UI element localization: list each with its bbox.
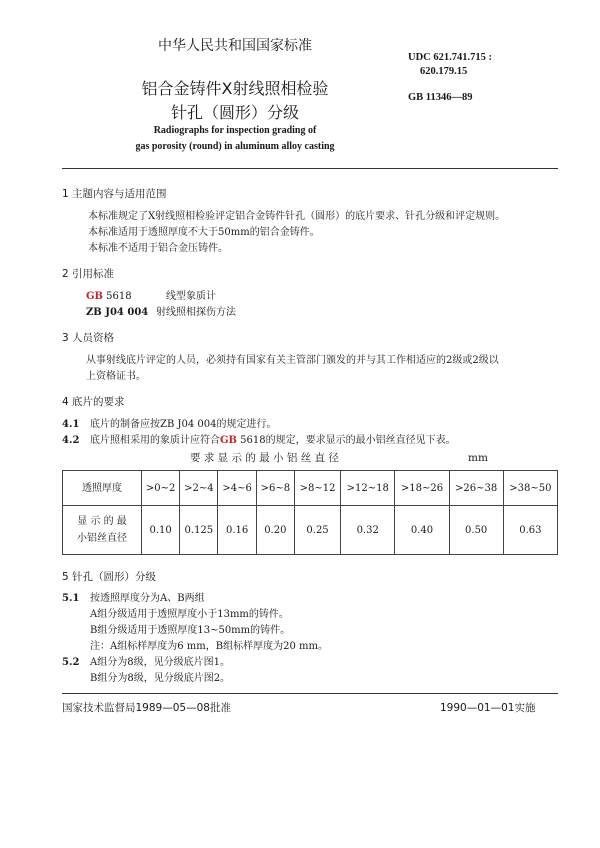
table-cell: >38~50: [503, 471, 557, 506]
reference-number: 5618: [103, 291, 132, 302]
table-cell: 0.10: [142, 506, 180, 555]
approval-line: 国家技术监督局1989—05—08批准: [62, 702, 231, 714]
table-cell: >2~4: [180, 471, 218, 506]
section-2-heading: 2 引用标准: [62, 268, 115, 280]
gb-standard-number: GB 11346—89: [408, 92, 473, 103]
table-cell: 0.40: [395, 506, 449, 555]
section-3-heading: 3 人员资格: [62, 332, 115, 344]
table-cell: 0.16: [218, 506, 256, 555]
table-cell: >4~6: [218, 471, 256, 506]
section-1-heading: 1 主题内容与适用范围: [62, 188, 167, 200]
section-3-paragraph-1: 从事射线底片评定的人员，必须持有国家有关主管部门颁发的并与其工作相适应的2级或2级以: [86, 355, 499, 366]
table-header-diameter: [63, 506, 142, 555]
clause-5-1-text: 按透照厚度分为A、B两组: [90, 593, 205, 604]
footer-divider: [62, 693, 558, 694]
reference-title-2: 射线照相探伤方法: [156, 307, 236, 318]
table-cell: >12~18: [341, 471, 395, 506]
table-cell: 0.20: [256, 506, 294, 555]
clause-5-2-number: 5.2: [62, 657, 80, 668]
table-cell: 0.50: [449, 506, 503, 555]
table-cell: 0.125: [180, 506, 218, 555]
gb-prefix: GB: [86, 291, 103, 302]
title-cn-line2: 针孔（圆形）分级: [170, 103, 299, 122]
clause-4-2-text: [90, 433, 456, 448]
reference-title-1: 线型象质计: [166, 291, 216, 302]
section-1-paragraph-3: 本标准不适用于铝合金压铸件。: [88, 243, 228, 254]
table-caption: 要 求 显 示 的 最 小 铝 丝 直 径: [190, 452, 339, 464]
table-cell: >6~8: [256, 471, 294, 506]
table-cell: >0~2: [142, 471, 180, 506]
udc-code-line2: 620.179.15: [420, 66, 468, 77]
clause-4-1-text: 底片的制备应按ZB J04 004的规定进行。: [90, 419, 277, 430]
section-1-paragraph-2: 本标准适用于透照厚度不大于50mm的铝合金铸件。: [88, 227, 320, 238]
effective-date: 1990—01—01实施: [440, 702, 536, 714]
table-cell: 0.25: [294, 506, 340, 555]
section-4-heading: 4 底片的要求: [62, 396, 125, 408]
national-standard-title: 中华人民共和国国家标准: [158, 38, 312, 54]
table-cell: 0.63: [503, 506, 557, 555]
table-row-diameter: [63, 506, 558, 555]
note-text: 注：A组标样厚度为6 mm，B组标样厚度为20 mm。: [90, 641, 328, 652]
table-header-thickness: 透照厚度: [63, 471, 142, 506]
clause-5-2-a: A组分为8级，见分级底片图1。: [90, 657, 230, 668]
clause-5-1-number: 5.1: [62, 593, 80, 604]
reference-zb-code: ZB J04 004: [86, 307, 149, 318]
section-3-paragraph-2: 上资格证书。: [86, 371, 146, 382]
title-en-line1: Radiographs for inspection grading of: [153, 125, 317, 136]
header-line-1: 显 示 的 最: [77, 516, 127, 527]
udc-code-line1: UDC 621.741.715 :: [408, 52, 492, 63]
aluminum-wire-table: [62, 470, 558, 555]
clause-4-2-number: 4.2: [62, 435, 80, 446]
title-cn-line1: 铝合金铸件X射线照相检验: [141, 79, 329, 98]
a-group-text: A组分级适用于透照厚度小于13mm的铸件。: [90, 609, 289, 620]
table-cell: >18~26: [395, 471, 449, 506]
table-cell: 0.32: [341, 506, 395, 555]
clause-4-2-post: 5618的规定，要求显示的最小铝丝直径见下表。: [237, 435, 456, 446]
table-cell: >8~12: [294, 471, 340, 506]
table-row-thickness: [63, 471, 558, 506]
clause-4-2-pre: 底片照相采用的象质计应符合: [90, 435, 220, 446]
title-en-line2: gas porosity (round) in aluminum alloy casting: [135, 141, 335, 152]
header-divider: [62, 168, 558, 169]
reference-gb-5618: [86, 289, 132, 304]
section-1-paragraph-1: 本标准规定了X射线照相检验评定铝合金铸件针孔（圆形）的底片要求、针孔分级和评定规则。: [88, 211, 506, 222]
b-group-text: B组分级适用于透照厚度13~50mm的铸件。: [90, 625, 291, 636]
header-line-2: 小铝丝直径: [77, 533, 127, 544]
clause-4-1-number: 4.1: [62, 419, 80, 430]
section-5-heading: 5 针孔（圆形）分级: [62, 571, 157, 583]
gb-prefix: GB: [220, 435, 237, 446]
table-unit: mm: [468, 452, 488, 464]
table-cell: >26~38: [449, 471, 503, 506]
clause-5-2-b: B组分为8级，见分级底片图2。: [90, 673, 231, 684]
